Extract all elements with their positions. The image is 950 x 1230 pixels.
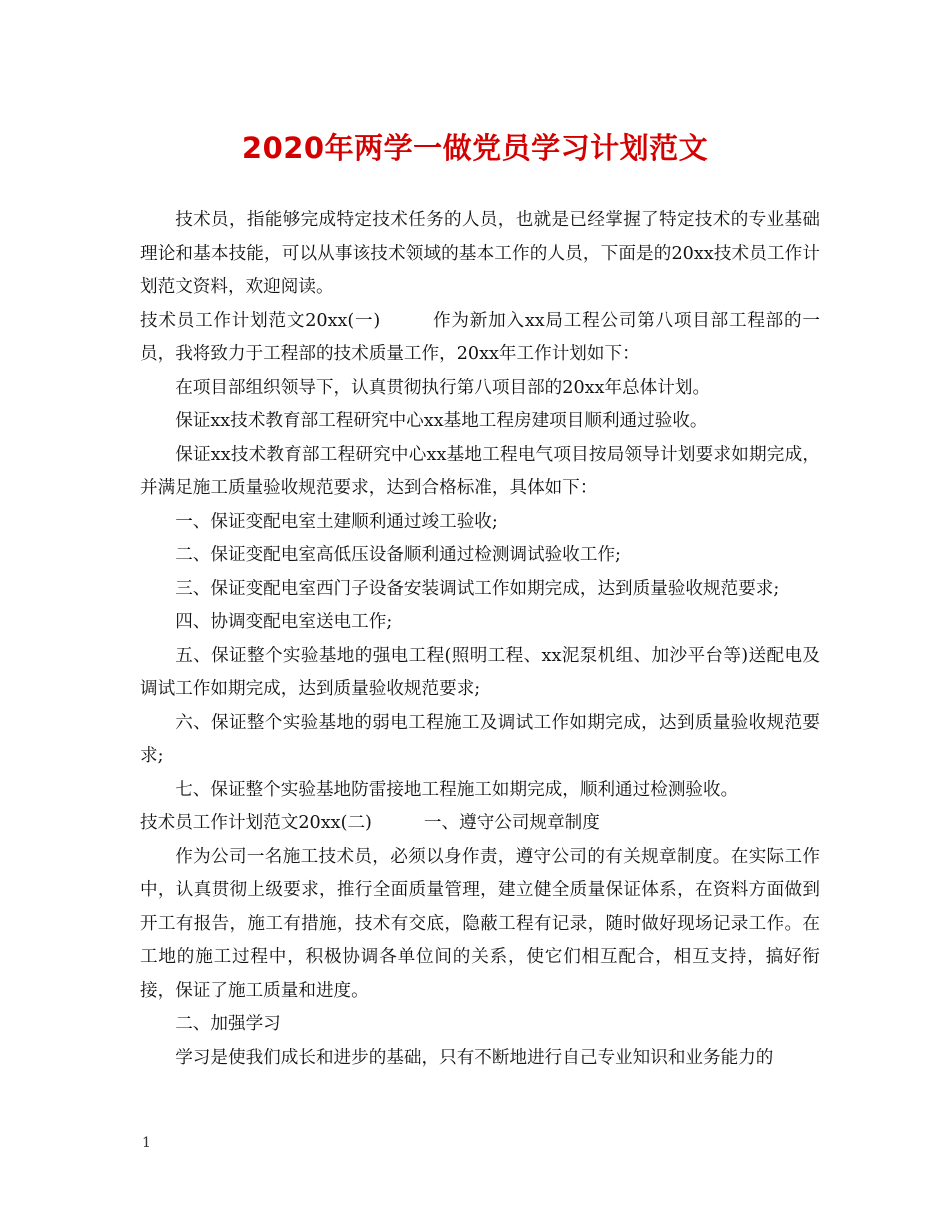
document-title: 2020年两学一做党员学习计划范文	[241, 131, 709, 165]
paragraph-electrical-acceptance: 保证xx技术教育部工程研究中心xx基地工程电气项目按局领导计划要求如期完成，并满足施工质量验收规范要求，达到合格标准，具体如下：	[140, 444, 820, 498]
paragraph-study-text: 学习是使我们成长和进步的基础，只有不断地进行自己专业知识和业务能力的	[175, 1047, 774, 1068]
paragraph-plan-execution: 在项目部组织领导下，认真贯彻执行第八项目部的20xx年总体计划。	[175, 377, 711, 398]
section-one-text: 作为新加入xx局工程公司第八项目部工程部的一员，我将致力于工程部的技术质量工作，20xx年工作计划如下：	[140, 310, 820, 364]
section-two-text: 一、遵守公司规章制度	[423, 813, 600, 833]
paragraph-item-3: 三、保证变配电室西门子设备安装调试工作如期完成，达到质量验收规范要求;	[175, 578, 780, 599]
section-heading-two: 技术员工作计划范文20xx(二)	[140, 813, 372, 833]
paragraph-item-4: 四、协调变配电室送电工作;	[175, 612, 393, 632]
paragraph-item-5: 五、保证整个实验基地的强电工程(照明工程、xx泥泵机组、加沙平台等)送配电及调试工作如期完成，达到质量验收规范要求;	[140, 645, 820, 699]
paragraph-item-1: 一、保证变配电室土建顺利通过竣工验收;	[175, 511, 498, 532]
paragraph-section-two-intro	[140, 807, 820, 841]
paragraph-item-2: 二、保证变配电室高低压设备顺利通过检测调试验收工作;	[175, 545, 621, 565]
section-heading-one: 技术员工作计划范文20xx(一)	[140, 310, 381, 331]
document-body	[140, 204, 820, 1075]
paragraph-regulations: 作为公司一名施工技术员，必须以身作责，遵守公司的有关规章制度。在实际工作中，认真贯彻上级要求，推行全面质量管理，建立健全质量保证体系，在资料方面做到开工有报告，施工有措施，技术有交底，隐蔽工程有记录，随时做好现场记录工作。在工地的施工过程中，积极协调各单位间的关系，使它们相互配合，相互支持，搞好衔接，保证了施工质量和进度。	[140, 846, 820, 1001]
paragraph-intro: 技术员，指能够完成特定技术任务的人员，也就是已经掌握了特定技术的专业基础理论和基本技能，可以从事该技术领域的基本工作的人员，下面是的20xx技术员工作计划范文资料，欢迎阅读。	[140, 210, 820, 297]
paragraph-study-heading: 二、加强学习	[175, 1014, 281, 1034]
paragraph-item-7: 七、保证整个实验基地防雷接地工程施工如期完成，顺利通过检测验收。	[175, 779, 739, 800]
paragraph-section-one-intro	[140, 305, 820, 372]
paragraph-item-6: 六、保证整个实验基地的弱电工程施工及调试工作如期完成，达到质量验收规范要求;	[140, 712, 820, 766]
page-number: 1	[142, 1135, 151, 1151]
paragraph-house-building-acceptance: 保证xx技术教育部工程研究中心xx基地工程房建项目顺利通过验收。	[175, 411, 708, 431]
